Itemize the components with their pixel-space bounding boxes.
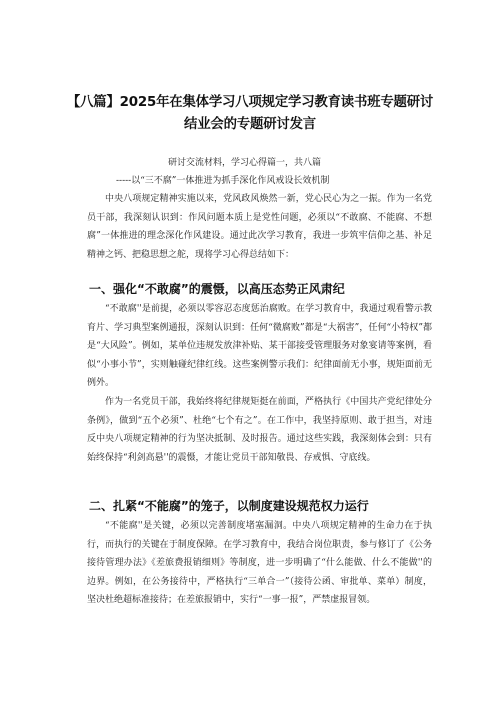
document-title-line-1: 【八篇】2025年在集体学习八项规定学习教育读书班专题研讨 bbox=[66, 95, 434, 110]
subtitle-line-2: -----以“三不腐”一体推进为抓手深化作风戒设长效机制 bbox=[116, 176, 330, 186]
intro-paragraph-block bbox=[87, 190, 432, 264]
document-title-line-2: 结业会的专题研讨发言 bbox=[184, 117, 316, 132]
intro-paragraph: 中央八项规定精神实施以来，党风政风焕然一新，党心民心为之一振。作为一名党员干部，我深刻认识到：作风问题本质上是党性问题，必须以“不敢腐、不能腐、不想腐”一体推进的理念深化作风建设。通过此次学习教育，我进一步筑牢信仰之基、补足精神之钙、把稳思想之舵，现将学习心得总结如下： bbox=[87, 194, 432, 260]
section-2-body bbox=[87, 517, 432, 610]
subtitle-line-1: 研讨交流材料，学习心得篇一，共八篇 bbox=[168, 158, 322, 168]
section-1-paragraph-2: 作为一名党员干部，我始终将纪律规矩挺在前面，严格执行《中国共产党纪律处分条例》，做到“五个必须”、杜绝“七个有之”。在工作中，我坚持原则、敢于担当，对违反中央八项规定精神的行为坚决抵制、及时报告。通过这些实践，我深刻体会到：只有始终保持“利剑高悬''的震慑，才能让党员干部知敬畏、存戒惧、守底线。 bbox=[87, 396, 432, 463]
section-1-body bbox=[87, 300, 432, 467]
section-1-heading: 一、强化“不敢腐”的震慑，以高压态势正风肃纪 bbox=[89, 282, 345, 296]
section-2-heading: 二、扎紧“不能腐”的笼子，以制度建设规范权力运行 bbox=[89, 499, 369, 513]
section-2-paragraph-1: “不能腐''是关键，必须以完善制度堵塞漏洞。中央八项规定精神的生命力在于执行，而执行的关键在于制度保障。在学习教育中，我结合岗位职责，参与修订了《公务接待管理办法》《差旅费报销细则》等制度，进一步明确了“什么能做、什么不能做''的边界。例如，在公务接待中，严格执行“三单合一”（接待公函、审批单、菜单）制度，坚决杜绝超标准接待；在差旅报销中，实行“一事一报”，严禁虚报冒领。 bbox=[87, 521, 432, 606]
section-1-paragraph-1: “不敢腐''是前提，必须以零容忍态度惩治腐败。在学习教育中，我通过观看警示教育片、学习典型案例通报，深刻认识到：任何“微腐败”都是“大祸害”，任何“小特权”都是“大风险”。例如，某单位违规发放津补贴、某干部接受管理服务对象宴请等案例，看似“小事小节”，实则触碰纪律红线。这些案例警示我们：纪律面前无小事，规矩面前无例外。 bbox=[87, 304, 432, 389]
